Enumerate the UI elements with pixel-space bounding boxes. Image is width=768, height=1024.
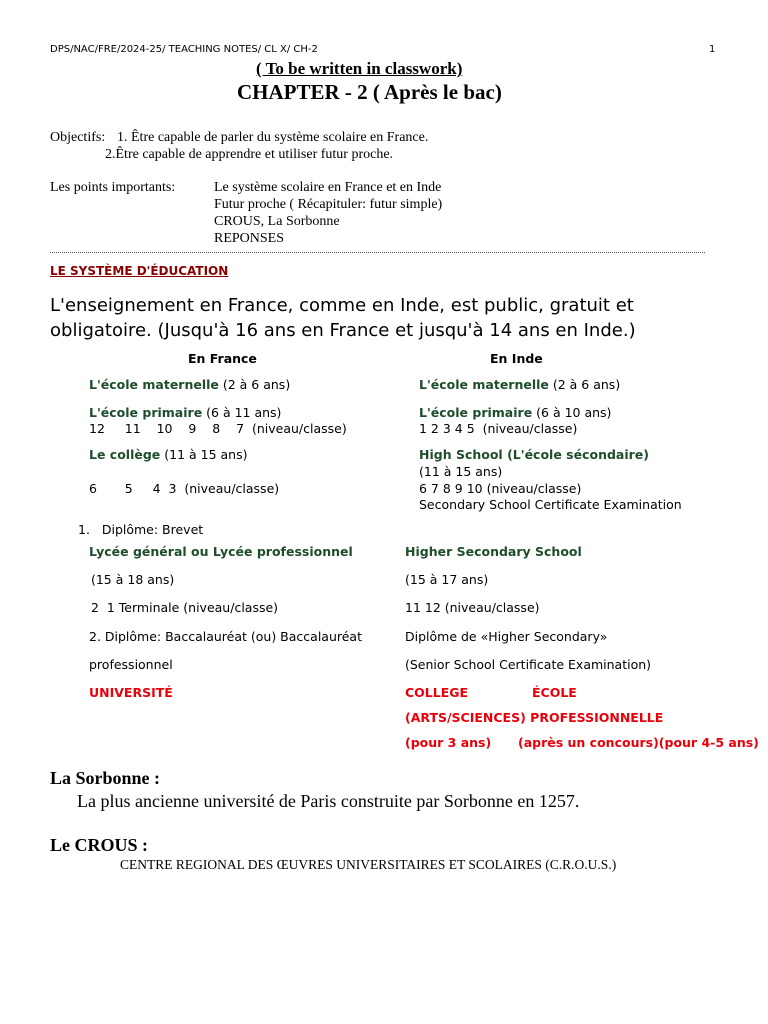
india-higher-secondary-levels: 11 12 (niveau/classe): [405, 600, 540, 615]
india-maternelle-name: L'école maternelle: [419, 377, 549, 392]
india-high-school-levels: 6 7 8 9 10 (niveau/classe): [419, 481, 582, 496]
section-heading: LE SYSTÈME D'ÉDUCATION: [50, 264, 229, 278]
india-high-school-name: High School (L'école sécondaire): [419, 447, 649, 462]
india-primaire-age: (6 à 10 ans): [532, 405, 612, 420]
france-college-name: Le collège: [89, 447, 161, 462]
india-high-school-age: (11 à 15 ans): [419, 464, 503, 479]
key-points-label: Les points importants:: [50, 180, 176, 195]
france-diploma-bac-cont: professionnel: [89, 657, 173, 672]
intro-line-1: L'enseignement en France, comme en Inde, est public, gratuit et: [50, 295, 634, 316]
france-maternelle-age: (2 à 6 ans): [218, 377, 291, 392]
france-college-age: (11 à 15 ans): [160, 447, 248, 462]
india-higher-secondary-exam: (Senior School Certificate Examination): [405, 657, 652, 672]
india-higher-secondary-diploma: Diplôme de «Higher Secondary»: [405, 629, 608, 644]
india-college: COLLEGE: [405, 685, 469, 700]
france-universite: UNIVERSITÉ: [89, 685, 173, 700]
france-primaire-name: L'école primaire: [89, 405, 203, 420]
dotted-separator: [50, 252, 705, 254]
france-maternelle: [89, 377, 290, 393]
india-high-school-exam: Secondary School Certificate Examination: [419, 497, 682, 512]
france-college-levels: 6 5 4 3 (niveau/classe): [89, 481, 280, 496]
objectives-label: Objectifs:: [50, 130, 106, 145]
france-college: [89, 447, 247, 463]
page-number: 1: [709, 44, 716, 55]
india-ecole: ÉCOLE: [532, 685, 577, 700]
india-maternelle: [419, 377, 620, 393]
france-diploma-brevet: 1. Diplôme: Brevet: [78, 522, 204, 537]
chapter-title: CHAPTER - 2 ( Après le bac): [237, 80, 502, 104]
document-reference: DPS/NAC/FRE/2024-25/ TEACHING NOTES/ CL X/ CH-2: [50, 44, 318, 55]
crous-heading: Le CROUS :: [50, 835, 148, 855]
france-diploma-bac: 2. Diplôme: Baccalauréat (ou) Baccalauréat: [89, 629, 362, 644]
objective-1: 1. Être capable de parler du système scolaire en France.: [117, 130, 429, 145]
crous-text: CENTRE REGIONAL DES ŒUVRES UNIVERSITAIRES ET SCOLAIRES (C.R.O.U.S.): [120, 857, 617, 872]
key-point-4: REPONSES: [214, 231, 285, 246]
india-concours: (après un concours)(pour 4-5 ans): [518, 735, 759, 750]
india-heading: En Inde: [490, 351, 543, 366]
classwork-note: ( To be written in classwork): [256, 59, 463, 78]
india-maternelle-age: (2 à 6 ans): [548, 377, 621, 392]
india-primaire-name: L'école primaire: [419, 405, 533, 420]
india-primaire: [419, 405, 611, 421]
india-higher-secondary-age: (15 à 17 ans): [405, 572, 489, 587]
key-point-1: Le système scolaire en France et en Inde: [214, 180, 442, 195]
france-lycee-name: Lycée général ou Lycée professionnel: [89, 544, 353, 559]
india-pour-3-ans: (pour 3 ans): [405, 735, 492, 750]
objective-2: 2.Être capable de apprendre et utiliser futur proche.: [105, 147, 394, 162]
india-primaire-levels: 1 2 3 4 5 (niveau/classe): [419, 421, 578, 436]
intro-line-2: obligatoire. (Jusqu'à 16 ans en France et jusqu'à 14 ans en Inde.): [50, 320, 636, 341]
france-primaire-age: (6 à 11 ans): [202, 405, 282, 420]
france-primaire-levels: 12 11 10 9 8 7 (niveau/classe): [89, 421, 347, 436]
france-maternelle-name: L'école maternelle: [89, 377, 219, 392]
india-arts-sciences: (ARTS/SCIENCES) PROFESSIONNELLE: [405, 710, 664, 725]
sorbonne-heading: La Sorbonne :: [50, 768, 161, 788]
france-heading: En France: [188, 351, 257, 366]
france-lycee-age: (15 à 18 ans): [87, 572, 175, 587]
india-higher-secondary-name: Higher Secondary School: [405, 544, 582, 559]
france-lycee-levels: 2 1 Terminale (niveau/classe): [87, 600, 279, 615]
france-primaire: [89, 405, 281, 421]
key-point-2: Futur proche ( Récapituler: futur simple): [214, 197, 443, 212]
sorbonne-text: La plus ancienne université de Paris construite par Sorbonne en 1257.: [77, 791, 580, 811]
key-point-3: CROUS, La Sorbonne: [214, 214, 340, 229]
